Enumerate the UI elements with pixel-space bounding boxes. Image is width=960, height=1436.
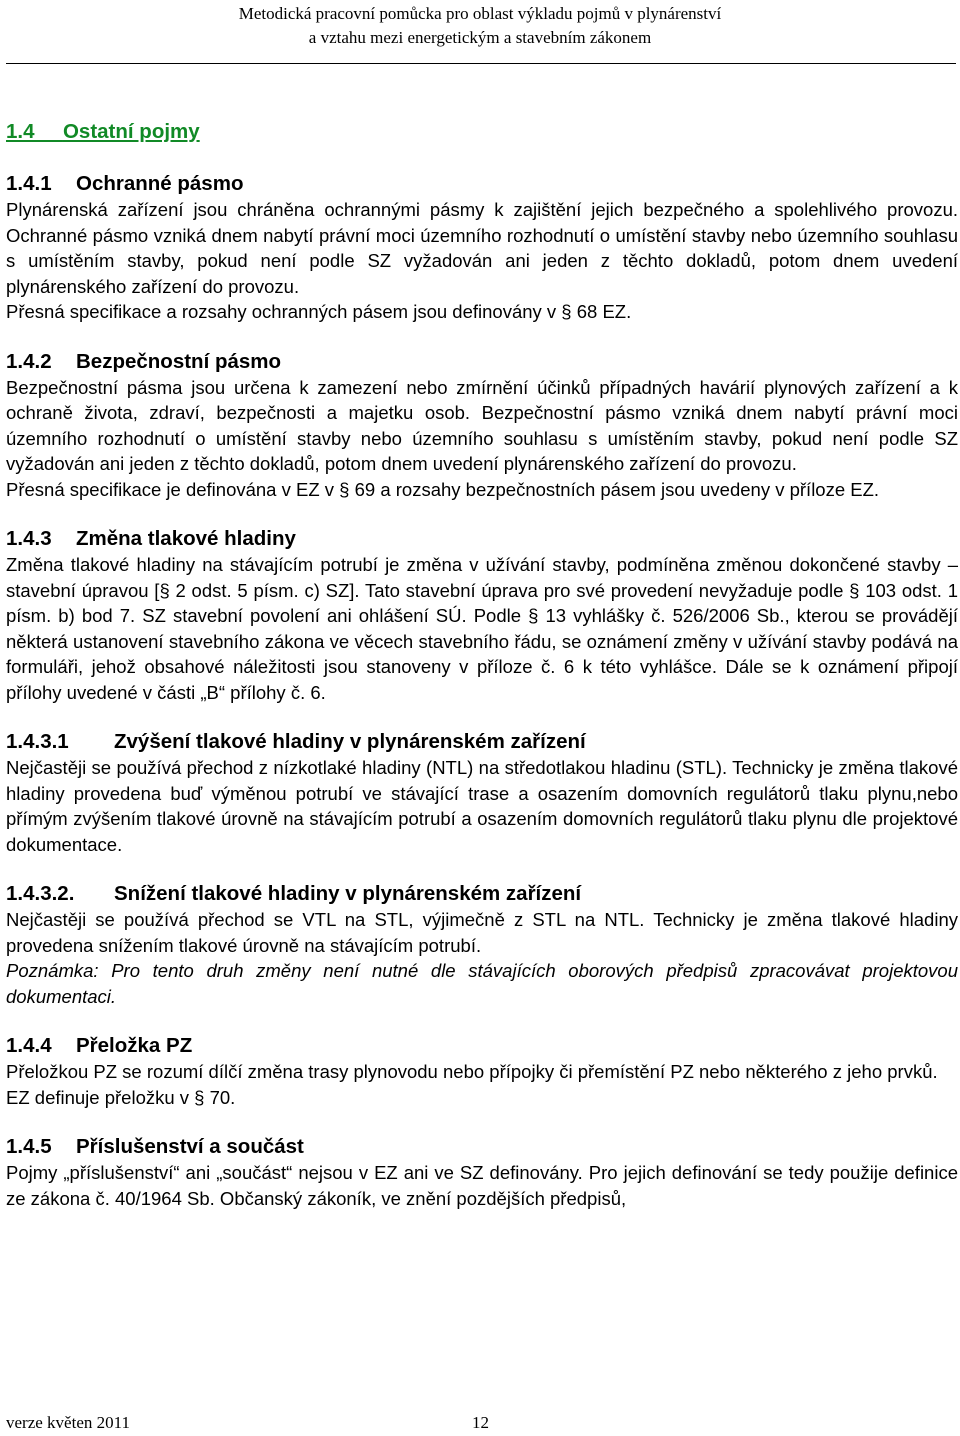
version-label: verze květen 2011: [6, 1413, 130, 1432]
heading-title: Ochranné pásmo: [76, 172, 244, 195]
header-divider: [6, 63, 956, 64]
heading-title: Snížení tlakové hladiny v plynárenském zařízení: [114, 882, 582, 905]
paragraph: Nejčastěji se používá přechod z nízkotlaké hladiny (NTL) na středotlakou hladinu (STL). Technicky je změna tlakové hladiny provedena buď výměnou potrubí ve stávající trase a osazením domovních regulátorů tlaku plynu,nebo přímým zvýšením tlakové úrovně na stávajícím potrubí a osazením domovních regulátorů tlaku plynu dle projektové dokumentace.: [6, 757, 958, 855]
header-line-2: a vztahu mezi energetickým a stavebním zákonem: [308, 28, 652, 47]
paragraph: Změna tlakové hladiny na stávajícím potrubí je změna v užívání stavby, podmíněna změnou dokončené stavby – stavební úpravou [§ 2 odst. 5 písm. c) SZ]. Tato stavební úprava pro své provedení nevyžaduje podle § 103 odst. 1 písm. b) bod 7. SZ stavební povolení ani ohlášení SÚ. Podle § 13 vyhlášky č. 526/2006 Sb., kterou se provádějí některá ustanovení stavebního zákona ve věcech stavebního řádu, se oznámení změny v užívání stavby podává na formuláři, jehož obsahové náležitosti jsou stanoveny v příloze č. 6 k této vyhlášce. Dále se k oznámení připojí přílohy uvedené v části „B“ přílohy č. 6.: [6, 554, 958, 703]
section-heading: [6, 118, 958, 146]
paragraph: Přeložkou PZ se rozumí dílčí změna trasy plynovodu nebo přípojky či přemístění PZ nebo některého z jeho prvků.: [6, 1061, 938, 1082]
heading-number: 1.4.3.2.: [6, 882, 75, 905]
heading-number: 1.4.3: [6, 527, 52, 550]
page-number: 12: [472, 1413, 489, 1432]
paragraph: Bezpečnostní pásma jsou určena k zamezení nebo zmírnění účinků případných havárií plynových zařízení a k ochraně života, zdraví, bezpečnosti a majetku osob. Bezpečnostní pásmo vzniká dnem nabytí právní moci územního rozhodnutí o umístění stavby nebo územního souhlasu s umístěním stavby, pokud není podle SZ vyžadován ani jeden z těchto dokladů, potom dnem uvedení plynárenského zařízení do provozu.: [6, 376, 958, 474]
note-paragraph: Poznámka: Pro tento druh změny není nutné dle stávajících oborových předpisů zpracovávat projektovou dokumentaci.: [6, 960, 958, 1007]
paragraph: EZ definuje přeložku v § 70.: [6, 1086, 236, 1108]
paragraph: Plynárenská zařízení jsou chráněna ochrannými pásmy k zajištění jejich bezpečného a spolehlivého provozu. Ochranné pásmo vzniká dnem nabytí právní moci územního rozhodnutí o umístění stavby nebo územního souhlasu s umístěním stavby, pokud není podle SZ vyžadován ani jeden z těchto dokladů, potom dnem uvedení plynárenského zařízení do provozu.: [6, 199, 958, 297]
paragraph: Přesná specifikace je definována v EZ v § 69 a rozsahy bezpečnostních pásem jsou uvedeny v příloze EZ.: [6, 478, 880, 500]
heading-title: Příslušenství a součást: [76, 1135, 304, 1158]
section-number: 1.4: [6, 120, 35, 143]
heading-1-4-4: [6, 1032, 958, 1059]
heading-1-4-2: [6, 348, 958, 375]
heading-number: 1.4.2: [6, 349, 52, 373]
heading-1-4-3: [6, 525, 958, 552]
heading-title: Zvýšení tlakové hladiny v plynárenském zařízení: [114, 730, 586, 753]
paragraph: Nejčastěji se používá přechod se VTL na STL, výjimečně z STL na NTL. Technicky je změna tlakové hladiny provedena snížením tlakové úrovně na stávajícím potrubí.: [6, 909, 958, 956]
heading-1-4-1: [6, 170, 958, 197]
heading-number: 1.4.3.1: [6, 730, 69, 753]
heading-number: 1.4.1: [6, 172, 52, 195]
paragraph: Přesná specifikace a rozsahy ochranných pásem jsou definovány v § 68 EZ.: [6, 301, 632, 322]
heading-title: Změna tlakové hladiny: [76, 527, 296, 550]
heading-number: 1.4.4: [6, 1034, 52, 1057]
heading-title: Bezpečnostní pásmo: [76, 349, 282, 373]
header-line-1: Metodická pracovní pomůcka pro oblast výkladu pojmů v plynárenství: [238, 4, 722, 23]
paragraph: Pojmy „příslušenství“ ani „součást“ nejsou v EZ ani ve SZ definovány. Pro jejich definování se tedy použije definice ze zákona č. 40/1964 Sb. Občanský zákoník, ve znění pozdějších předpisů,: [6, 1162, 958, 1209]
heading-number: 1.4.5: [6, 1135, 52, 1158]
heading-title: Přeložka PZ: [76, 1034, 193, 1057]
heading-1-4-3-2: [6, 880, 958, 907]
document-body: [6, 118, 958, 1211]
page-footer: [6, 1413, 489, 1433]
section-title: Ostatní pojmy: [62, 120, 200, 143]
heading-1-4-3-1: [6, 728, 958, 755]
page-header: [0, 0, 960, 50]
heading-1-4-5: [6, 1133, 958, 1160]
